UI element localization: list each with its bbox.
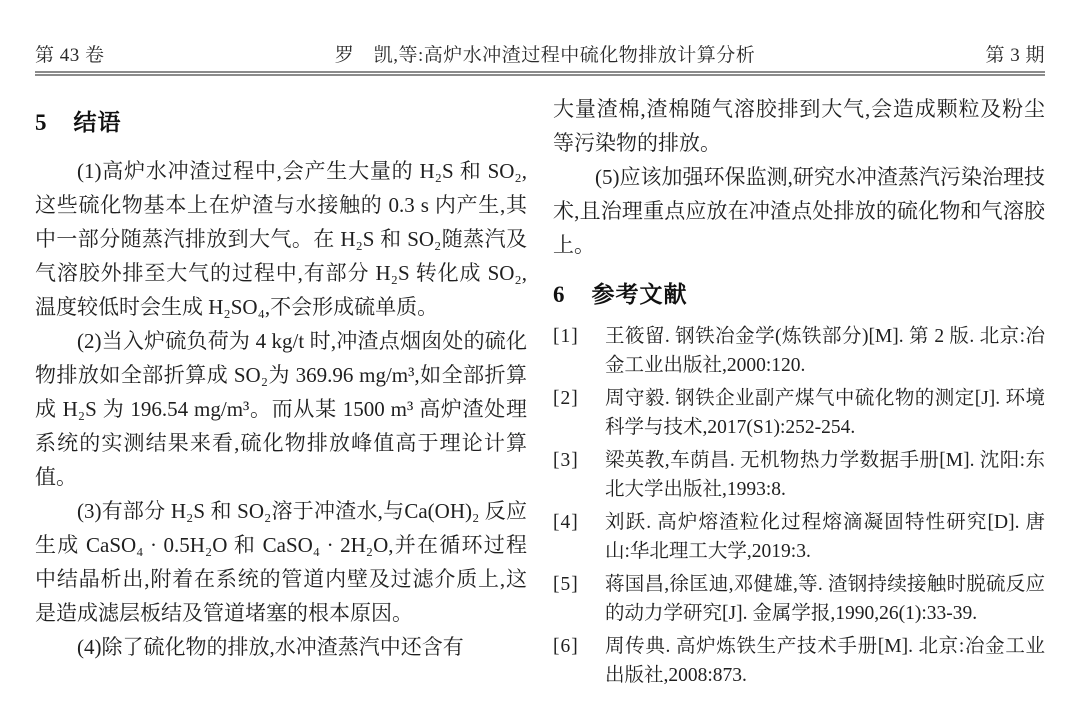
reference-entry: [553, 384, 1045, 442]
reference-text: 梁英教,车荫昌. 无机物热力学数据手册[M]. 沈阳:东北大学出版社,1993:8.: [605, 450, 1045, 500]
reference-number: [6]: [553, 636, 579, 657]
reference-entry: [553, 446, 1045, 504]
section-number: 6: [553, 282, 566, 307]
reference-entry: [553, 632, 1045, 690]
reference-number: [5]: [553, 574, 579, 595]
reference-entry: [553, 508, 1045, 566]
issue-label: 第 3 期: [985, 45, 1045, 66]
header-double-rule: [35, 71, 1045, 76]
reference-text: 周传典. 高炉炼铁生产技术手册[M]. 北京:冶金工业出版社,2008:873.: [605, 636, 1045, 686]
reference-text: 蒋国昌,徐匡迪,邓健雄,等. 渣钢持续接触时脱硫反应的动力学研究[J]. 金属学报,1990,26(1):33-39.: [605, 574, 1045, 624]
conclusion-paragraph-3: (3)有部分 H₂S 和 SO₂溶于冲渣水,与Ca(OH)₂ 反应生成 CaSO₄ · 0.5H₂O 和 CaSO₄ · 2H₂O,并在循环过程中结晶析出,附着在系统的管道内壁及过滤介质上,这是造成滤层板结及管道堵塞的根本原因。: [35, 499, 527, 625]
section-title: 结语: [73, 110, 122, 135]
conclusion-paragraph-2: (2)当入炉硫负荷为 4 kg/t 时,冲渣点烟囱处的硫化物排放如全部折算成 SO₂为 369.96 mg/m³,如全部折算成 H₂S 为 196.54 mg/m³。而从某 1500 m³ 高炉渣处理系统的实测结果来看,硫化物排放峰值高于理论计算值。: [35, 329, 527, 489]
section-heading-references: [553, 276, 1045, 309]
reference-list: [553, 322, 1045, 690]
section-number: 5: [35, 110, 48, 135]
reference-number: [2]: [553, 388, 579, 409]
reference-text: 王筱留. 钢铁冶金学(炼铁部分)[M]. 第 2 版. 北京:冶金工业出版社,2000:120.: [605, 326, 1045, 376]
running-head: [35, 40, 1045, 67]
two-column-body: [35, 92, 1045, 702]
reference-text: 周守毅. 钢铁企业副产煤气中硫化物的测定[J]. 环境科学与技术,2017(S1):252-254.: [605, 388, 1045, 438]
running-title: 罗 凯,等:高炉水冲渣过程中硫化物排放计算分析: [334, 45, 756, 66]
reference-text: 刘跃. 高炉熔渣粒化过程熔滴凝固特性研究[D]. 唐山:华北理工大学,2019:3.: [605, 512, 1045, 562]
reference-number: [4]: [553, 512, 579, 533]
section-heading-conclusion: [35, 104, 527, 137]
conclusion-paragraph-5: (5)应该加强环保监测,研究水冲渣蒸汽污染治理技术,且治理重点应放在冲渣点处排放的硫化物和气溶胶上。: [553, 165, 1045, 257]
reference-entry: [553, 570, 1045, 628]
reference-entry: [553, 322, 1045, 380]
reference-number: [1]: [553, 326, 579, 347]
section-title: 参考文献: [591, 282, 688, 307]
reference-number: [3]: [553, 450, 579, 471]
right-column: [553, 92, 1045, 702]
volume-label: 第 43 卷: [35, 45, 105, 66]
left-column: [35, 92, 527, 702]
conclusion-paragraph-4: (4)除了硫化物的排放,水冲渣蒸汽中还含有: [77, 635, 464, 659]
conclusion-paragraph-4-continuation: 大量渣棉,渣棉随气溶胶排到大气,会造成颗粒及粉尘等污染物的排放。: [553, 97, 1045, 155]
conclusion-paragraph-1: (1)高炉水冲渣过程中,会产生大量的 H₂S 和 SO₂,这些硫化物基本上在炉渣与水接触的 0.3 s 内产生,其中一部分随蒸汽排放到大气。在 H₂S 和 SO₂随蒸汽及气溶胶外排至大气的过程中,有部分 H₂S 转化成 SO₂,温度较低时会生成 H₂SO₄,不会形成硫单质。: [35, 159, 527, 319]
